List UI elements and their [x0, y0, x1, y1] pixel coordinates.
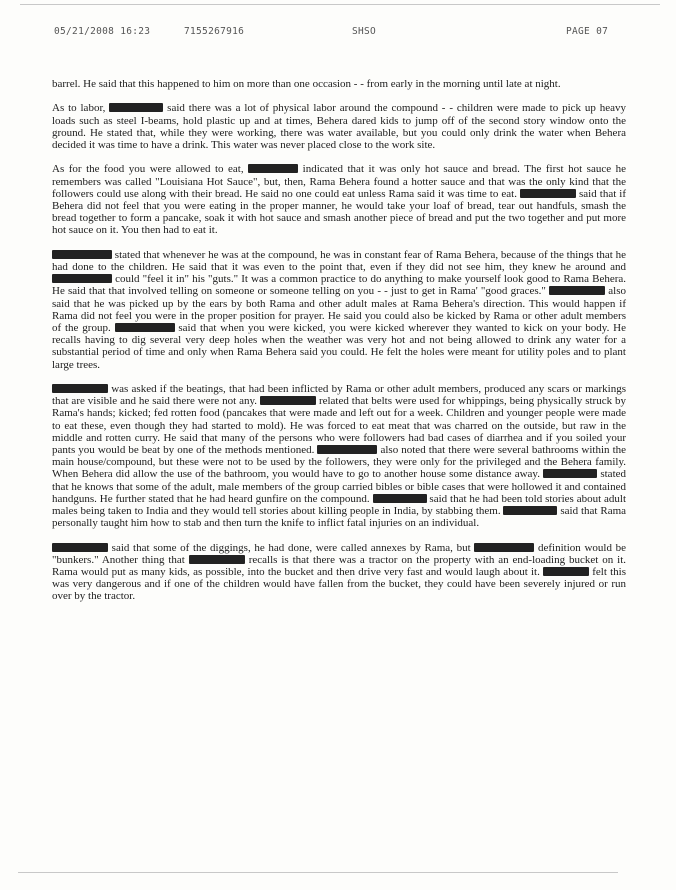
paragraph-beatings: [52, 383, 626, 529]
paragraph-text: stated that whenever he was at the compound, he was in constant fear of Rama Behera, because of the things that he had done to the children. He said that it was even to the point that, even if they did not see him, they knew he around and: [52, 248, 627, 273]
redaction-bar: [52, 250, 112, 259]
paragraph-text: related that belts were used for whippings, being physically struck by Rama's hands; kicked; fed rotten food (pancakes that were made and left out for a week. Children and younger people were made to eat these, even though they had started to mold). He was forced to eat meat that was charred on the outside, but raw in the middle and rotten curry. He said that many of the persons who were followers had bad cases of diarrhea and if you soiled your pants you would be beat by one of the methods mentioned.: [52, 395, 627, 457]
redaction-bar: [189, 555, 245, 564]
redaction-bar: [52, 274, 112, 283]
redaction-bar: [503, 506, 557, 515]
paragraph-text: recalls is that there was a tractor on the property with an end-loading bucket on it. Rama would put as many kids, as possible, into the bucket and then drive very fast and would laugh about it.: [52, 553, 627, 579]
redaction-bar: [248, 164, 298, 173]
fax-date-time: 05/21/2008 16:23: [54, 26, 151, 37]
fax-header: [0, 26, 676, 42]
redaction-bar: [543, 567, 589, 576]
paragraph-text: stated that he knows that some of the adult, male members of the group carried bibles or bible cases that were hollowed it and contained handguns. He further stated that he had heard gunfire on the compound.: [52, 468, 627, 505]
redaction-bar: [373, 494, 427, 503]
fax-phone-number: 7155267916: [184, 26, 245, 37]
paragraph-text: said that he had been told stories about adult males being taken to India and they would tell stories about killing people in India, by stabbing them.: [52, 492, 627, 518]
paragraph-text: felt this was very dangerous and if one of the children would have fallen from the bucket, they could have been severely injured or run over by the tractor.: [52, 566, 627, 603]
fax-sender-id: SHSO: [352, 26, 377, 37]
paragraph-text: indicated that it was only hot sauce and bread. The first hot sauce he remembers was called "Louisiana Hot Sauce", but, then, Rama Behera found a hotter sauce and that was the only kind that the followers could use along with their bread. He said no one could eat unless Rama said it was time to eat.: [52, 163, 627, 200]
paragraph-text: said there was a lot of physical labor around the compound - - children were made to pick up heavy loads such as steel I-beams, hold plastic up and at times, Behera dared kids to jump off of the second story window onto the ground. He stated that, while they were working, there was water available, but you could only drink the water when Behera decided it was time to have a drink. This water was never placed close to the work site.: [52, 102, 627, 151]
paragraph-text: definition would be "bunkers." Another thing that: [52, 541, 626, 566]
paragraph-fear: [52, 249, 626, 371]
paragraph-text: said that when you were kicked, you were kicked wherever they wanted to kick on your body. He recalls having to dig several very deep holes when the weather was very hot and not being allowed to drink any water for a substantial period of time and only when Rama Behera said you could. He felt the holes were meant for utility poles and to plant large trees.: [52, 322, 626, 371]
paragraph-text: was asked if the beatings, that had been inflicted by Rama or other adult members, produced any scars or markings that are visible and he said there were not any.: [52, 383, 627, 408]
paragraph-text: barrel. He said that this happened to him on more than one occasion - - from early in the morning until late at night.: [52, 78, 561, 90]
paragraph-text: could "feel it in" his "guts." It was a common practice to do anything to make yourself look good to Rama Behera. He said that that involved telling on someone or someone telling on you - - just to get in Rama' "good graces.": [52, 273, 626, 298]
paragraph-text: As for the food you were allowed to eat,: [52, 163, 244, 176]
paragraph-bunkers: [52, 542, 626, 603]
fax-page-number: PAGE 07: [566, 26, 609, 37]
redaction-bar: [543, 469, 597, 478]
redaction-bar: [109, 103, 163, 112]
scan-edge-line: [18, 872, 618, 873]
redaction-bar: [115, 323, 175, 332]
paragraph-text: said that some of the diggings, he had done, were called annexes by Rama, but: [111, 541, 471, 554]
redaction-bar: [317, 445, 377, 454]
redaction-bar: [260, 396, 316, 405]
redaction-bar: [52, 384, 108, 393]
paragraph-text: said that Rama personally taught him how to stab and then turn the knife to inflict fatal injuries on an individual.: [52, 505, 627, 530]
paragraph-text: also said that he was picked up by the ears by both Rama and other adult males at Rama Behera's direction. This would happen if Rama did not feel you were in the proper position for prayer. He said you could also be kicked by Rama or other adult members of the group.: [52, 285, 626, 335]
paragraph-barrel: [52, 78, 626, 90]
paragraph-text: said that if Behera did not feel that you were eating in the proper manner, he would take your loaf of bread, tear out handfuls, smash the bread together to form a pancake, soak it with hot sauce and smash another piece of bread and put the two together and put more hot sauce on it. You then had to eat it.: [52, 187, 626, 237]
redaction-bar: [520, 189, 576, 198]
redaction-bar: [549, 286, 605, 295]
scan-edge-line: [20, 4, 660, 5]
redaction-bar: [52, 543, 108, 552]
paragraph-text: also noted that there were several bathrooms within the main house/compound, but these were not to be used by the followers, they were only for the privileged and the Behera family. When Behera did allow the use of the bathroom, you would have to go to another house some distance away.: [52, 444, 627, 481]
paragraph-labor: [52, 102, 626, 151]
paragraph-text: As to labor,: [52, 102, 106, 115]
redaction-bar: [474, 543, 534, 552]
paragraph-food: [52, 163, 626, 236]
document-body: [52, 78, 626, 615]
